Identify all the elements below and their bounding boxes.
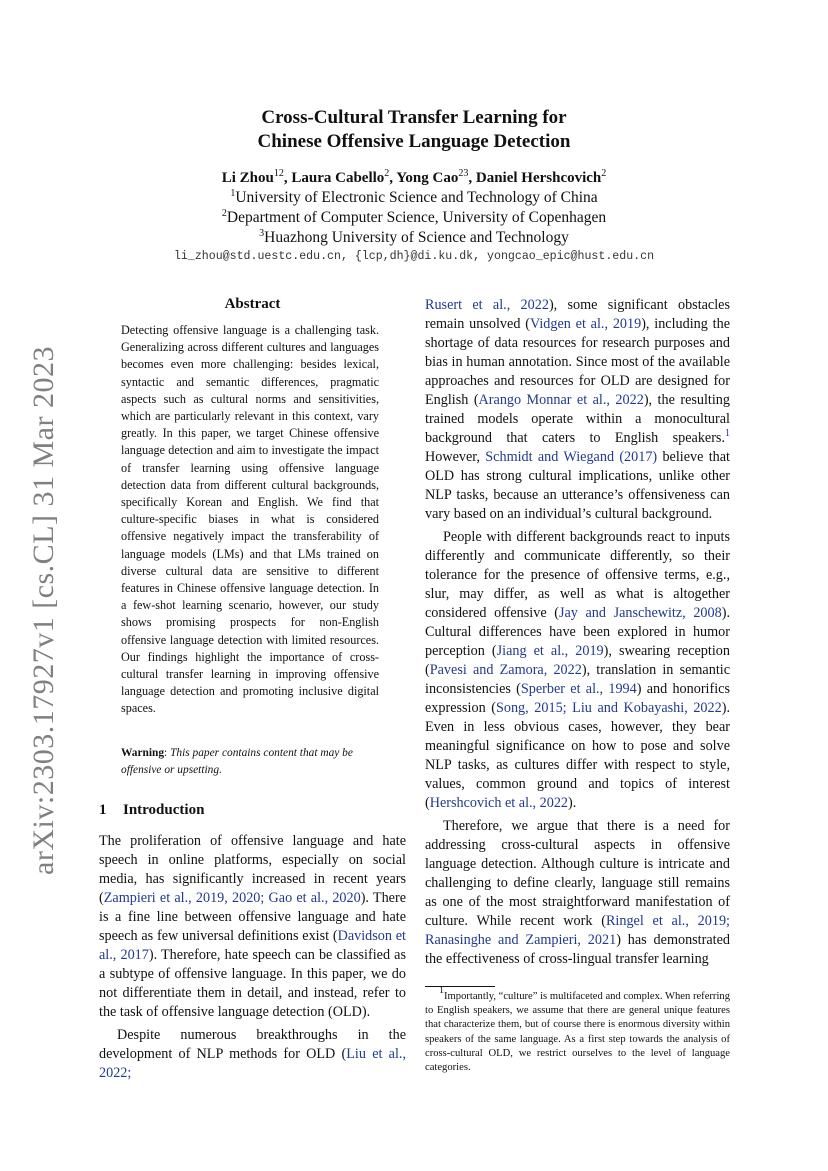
footnote-text: Importantly, “culture” is multifaceted and complex. When referring to English speakers, we assume that there are general unique features that characterize them, but of course there is enormous diversity within speakers of the same language. As a first step towards the analysis of cross-cultural OLD, we restrict ourselves to the level of language categories. xyxy=(425,991,730,1074)
author-list: Li Zhou$^{12}$, Laura Cabello$^2$, Yong Cao$^{23}$, Daniel Hershcovich$^2$ xyxy=(221,168,607,186)
intro-paragraph-2: Despite numerous breakthroughs in the development of NLP methods for OLD (Liu et al., 2022; xyxy=(99,1027,406,1081)
citation-link[interactable]: Jay and Janschewitz, 2008 xyxy=(558,605,722,621)
citation-link[interactable]: Arango Monnar et al., 2022 xyxy=(478,392,644,408)
affil-mark: 2 xyxy=(221,208,227,219)
section-heading xyxy=(99,802,204,819)
intro-paragraph-1: The proliferation of offensive language and hate speech in online platforms, especially on social media, has significantly increased in recent years (Zampieri et al., 2019, 2020; Gao et al., 2020). There is a fine line between offensive language and hate speech as few universal definitions exist (Davidson et al., 2017). Therefore, hate speech can be classified as a subtype of offensive language. In this paper, we do not differentiate them in detail, and instead, refer to the task of offensive language detection (OLD). xyxy=(99,833,407,1020)
footnote-number: 1 xyxy=(439,985,444,996)
citation-link[interactable]: Pavesi and Zamora, 2022 xyxy=(429,662,582,678)
author-affil-mark: 12 xyxy=(273,168,284,179)
affiliation-1 xyxy=(0,188,828,208)
intro-paragraph-2-cont: Rusert et al., 2022), some significant obstacles remain unsolved (Vidgen et al., 2019), including the shortage of data resources for research purposes and bias in human annotation. Since most of the available approaches and resources for OLD are designed for English (Arango Monnar et al., 2022), the resulting trained models operate within a monocultural background that caters to English speakers.$^1$ However, Schmidt and Wiegand (2017) believe that OLD has strong cultural implications, unlike other NLP tasks, because an utterance’s offensiveness can vary based on an individual’s cultural background. xyxy=(425,297,730,522)
author-name: Yong Cao xyxy=(396,170,459,186)
intro-paragraph-4: Therefore, we argue that there is a need for addressing cross-cultural aspects in offensive language detection. Although culture is intricate and challenging to define clearly, language still remains as one of the most straightforward manifestation of culture. While recent work (Ringel et al., 2019; Ranasinghe and Zampieri, 2021) has demonstrated the effectiveness of cross-lingual transfer learning xyxy=(425,818,730,967)
warning-text: This paper contains content that may be offensive or upsetting. xyxy=(121,747,353,776)
paper-title xyxy=(0,106,828,154)
citation-link[interactable]: Zampieri et al., 2019, 2020; Gao et al., 2020 xyxy=(103,890,361,906)
citation-link[interactable]: Vidgen et al., 2019 xyxy=(529,316,642,332)
affil-text: University of Electronic Science and Technology of China xyxy=(235,189,598,206)
author-name: Laura Cabello xyxy=(291,170,385,186)
citation-link[interactable]: Song, 2015; Liu and Kobayashi, 2022 xyxy=(495,700,722,716)
author-emails: li_zhou@std.uestc.edu.cn, {lcp,dh}@di.ku.dk, yongcao_epic@hust.edu.cn xyxy=(173,250,655,263)
affil-text: Huazhong University of Science and Technology xyxy=(264,229,569,246)
affil-mark: 1 xyxy=(230,188,236,199)
section-title: Introduction xyxy=(123,802,205,818)
warning-label: Warning xyxy=(121,747,165,759)
intro-paragraph-3: People with different backgrounds react to inputs differently and communicate differently, so their tolerance for the presence of offensive terms, e.g., slur, may differ, as well as what is altogether considered offensive (Jay and Janschewitz, 2008). Cultural differences have been explored in humor perception (Jiang et al., 2019), swearing reception (Pavesi and Zamora, 2022), translation in semantic inconsistencies (Sperber et al., 1994) and honorifics expression (Song, 2015; Liu and Kobayashi, 2022). Even in less obvious cases, however, they bear meaningful significance on how to pose and solve NLP tasks, as cultures differ with respect to style, values, common ground and topics of interest (Hershcovich et al., 2022). xyxy=(425,529,731,811)
intro-left-column xyxy=(99,832,406,1083)
title-line-2: Chinese Offensive Language Detection xyxy=(257,131,571,152)
arxiv-sidebar-stamp xyxy=(22,345,66,875)
author-name: Li Zhou xyxy=(221,170,274,186)
author-affil-mark: 23 xyxy=(458,168,469,179)
citation-link[interactable]: Jiang et al., 2019 xyxy=(496,643,604,659)
title-line-1: Cross-Cultural Transfer Learning for xyxy=(261,107,567,128)
citation-link[interactable]: Rusert et al., 2022 xyxy=(425,297,549,313)
author-name: Daniel Hershcovich xyxy=(475,170,602,186)
footnote-rule xyxy=(425,986,495,987)
citation-link[interactable]: Hershcovich et al., 2022 xyxy=(429,795,569,811)
intro-right-column xyxy=(425,296,730,969)
affiliation-2 xyxy=(0,208,828,228)
author-affil-mark: 2 xyxy=(384,168,390,179)
citation-link[interactable]: Liu et al., 2022; xyxy=(99,1046,406,1081)
citation-link[interactable]: Sperber et al., 1994 xyxy=(520,681,637,697)
author-affil-mark: 2 xyxy=(601,168,607,179)
arxiv-id: arXiv:2303.17927v1 [cs.CL] 31 Mar 2023 xyxy=(27,345,60,875)
citation-link[interactable]: Davidson et al., 2017 xyxy=(99,928,406,963)
citation-link[interactable]: Schmidt and Wiegand (2017) xyxy=(485,449,658,465)
affil-mark: 3 xyxy=(259,228,265,239)
footnote-marker[interactable]: 1 xyxy=(725,428,730,439)
affil-text: Department of Computer Science, University of Copenhagen xyxy=(226,209,607,226)
footnote-1 xyxy=(425,985,730,1075)
abstract-heading: Abstract xyxy=(224,296,281,312)
abstract-text: Detecting offensive language is a challenging task. Generalizing across different cultures and languages becomes even more challenging: besides lexical, syntactic and semantic differences, pragmatic aspects such as cultural norms and sensitivities, which are particularly relevant in this context, vary greatly. In this paper, we target Chinese offensive language detection and aim to investigate the impact of transfer learning using offensive language detection data from different cultural backgrounds, specifically Korean and English. We find that culture-specific biases in what is considered offensive negatively impact the transferability of language models (LMs) and that LMs trained on diverse cultural data are sensitive to different features in Chinese offensive language detection. In a few-shot learning scenario, however, our study shows promising prospects for non-English offensive language detection with limited resources. Our findings highlight the importance of cross-cultural transfer learning in improving offensive language detection and promoting inclusive digital spaces. xyxy=(121,323,379,716)
affiliation-3 xyxy=(0,228,828,248)
abstract-body xyxy=(121,322,379,718)
content-warning: Warning: This paper contains content that may be offensive or upsetting. xyxy=(121,747,353,776)
citation-link[interactable]: Ringel et al., 2019; Ranasinghe and Zampieri, 2021 xyxy=(425,913,730,948)
section-number: 1 xyxy=(99,802,107,818)
